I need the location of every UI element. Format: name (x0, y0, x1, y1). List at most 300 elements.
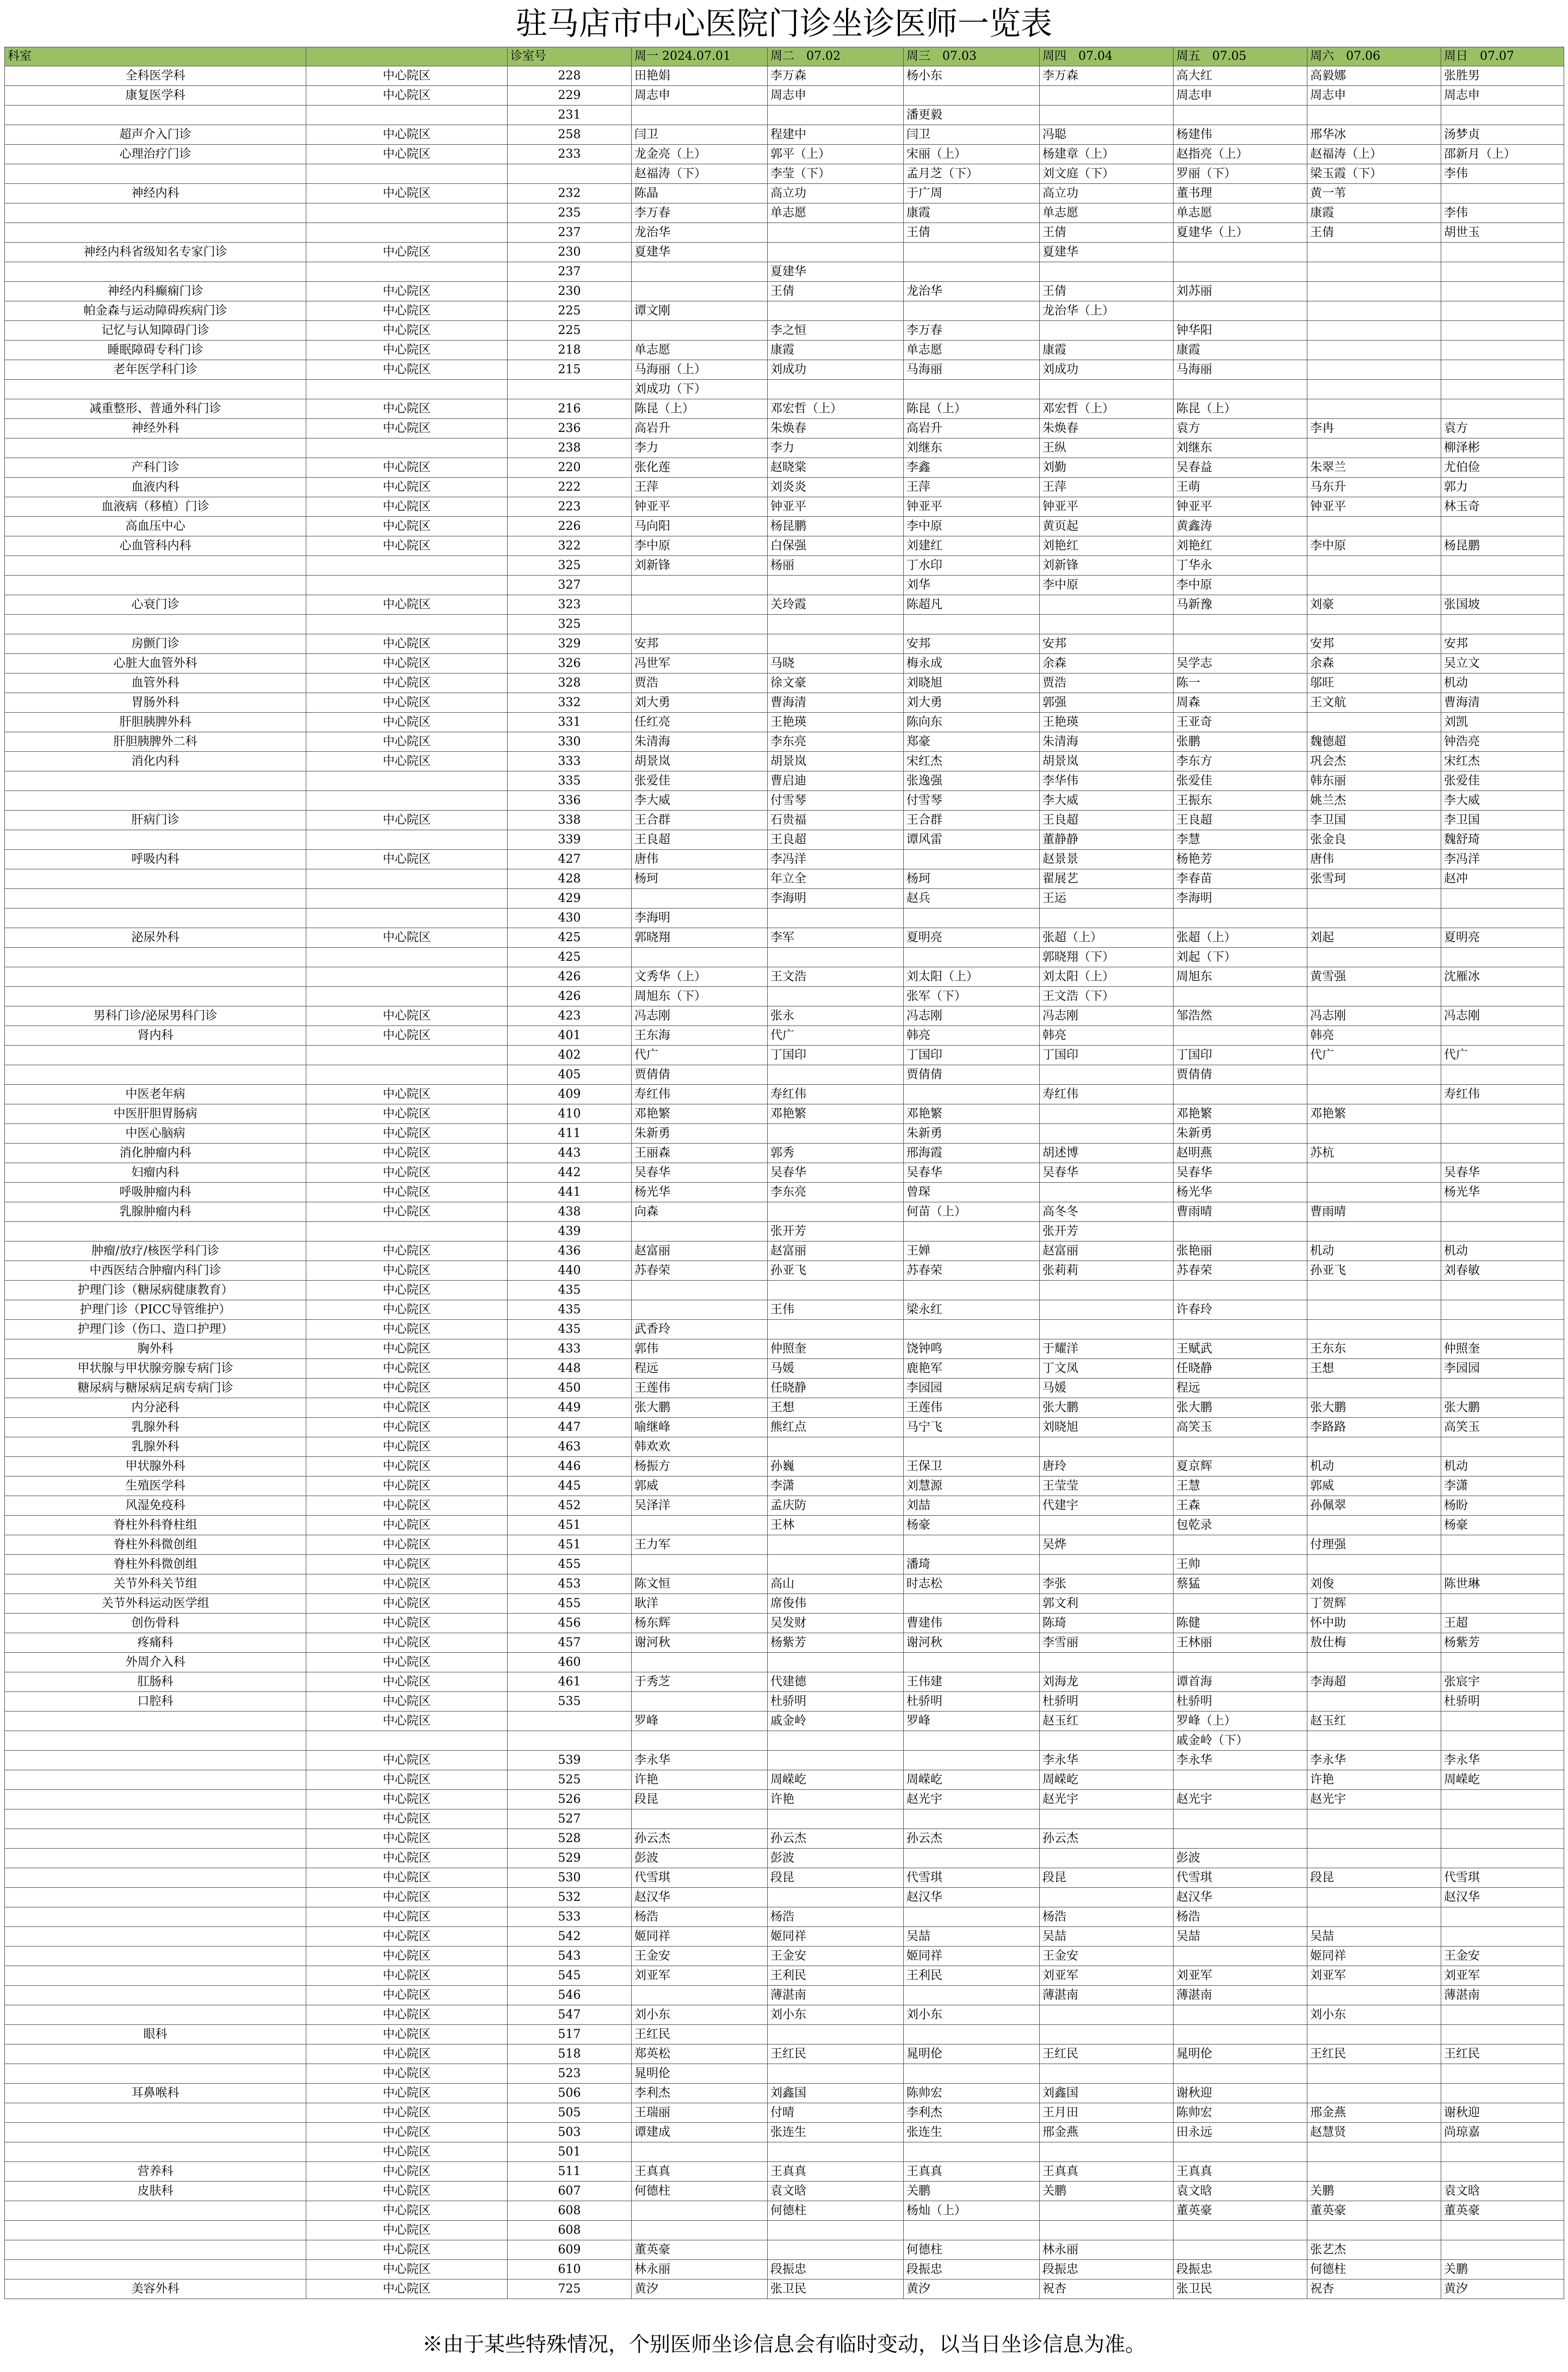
wed-cell: 晁明伦 (904, 2044, 1040, 2064)
mon-cell: 孙云杰 (632, 1829, 768, 1849)
thu-cell: 赵光宇 (1040, 1790, 1174, 1809)
fri-cell: 吴春益 (1174, 458, 1307, 478)
sun-cell: 张国坡 (1441, 595, 1564, 615)
area-cell: 中心院区 (306, 2240, 508, 2260)
sun-cell: 夏明亮 (1441, 928, 1564, 948)
sun-cell: 李永华 (1441, 1751, 1564, 1770)
tue-cell (768, 2142, 904, 2162)
room-cell: 451 (508, 1516, 632, 1535)
wed-cell (904, 850, 1040, 869)
dept-cell (5, 1927, 306, 1947)
sat-cell (1307, 1300, 1441, 1320)
mon-cell (632, 2221, 768, 2240)
wed-cell: 吴喆 (904, 1927, 1040, 1947)
sun-cell (1441, 282, 1564, 301)
room-cell: 401 (508, 1026, 632, 1046)
tue-cell: 张永 (768, 1006, 904, 1026)
thu-cell (1040, 1555, 1174, 1574)
wed-cell: 刘太阳（上） (904, 967, 1040, 987)
thu-cell (1040, 595, 1174, 615)
area-cell: 中心院区 (306, 2162, 508, 2182)
room-cell: 547 (508, 2005, 632, 2025)
fri-cell: 李永华 (1174, 1751, 1307, 1770)
table-row (5, 145, 1564, 164)
dept-cell: 创伤骨科 (5, 1614, 306, 1633)
fri-cell (1174, 987, 1307, 1006)
sun-cell: 董英豪 (1441, 2201, 1564, 2221)
sat-cell: 段昆 (1307, 1868, 1441, 1888)
sun-cell: 尤伯俭 (1441, 458, 1564, 478)
table-row (5, 634, 1564, 654)
tue-cell: 付雪琴 (768, 791, 904, 811)
wed-cell (904, 1085, 1040, 1104)
mon-cell: 安邦 (632, 634, 768, 654)
room-cell: 409 (508, 1085, 632, 1104)
room-cell: 451 (508, 1535, 632, 1555)
wed-cell: 杨小东 (904, 66, 1040, 86)
mon-cell: 赵福涛（下） (632, 164, 768, 184)
sat-cell: 黄雪强 (1307, 967, 1441, 987)
tue-cell: 李潇 (768, 1477, 904, 1496)
mon-cell: 赵富丽 (632, 1241, 768, 1261)
sat-cell (1307, 2025, 1441, 2044)
room-cell: 225 (508, 301, 632, 321)
table-row (5, 1829, 1564, 1849)
room-cell: 333 (508, 752, 632, 771)
dept-cell: 血液病（移植）门诊 (5, 497, 306, 517)
wed-cell: 鹿艳军 (904, 1359, 1040, 1379)
tue-cell: 李东亮 (768, 732, 904, 752)
table-row (5, 2182, 1564, 2201)
mon-cell: 周旭东（下） (632, 987, 768, 1006)
room-cell: 436 (508, 1241, 632, 1261)
sat-cell: 韩亮 (1307, 1026, 1441, 1046)
room-cell: 607 (508, 2182, 632, 2201)
dept-cell (5, 1907, 306, 1927)
wed-cell: 刘大勇 (904, 693, 1040, 713)
sat-cell (1307, 1516, 1441, 1535)
dept-cell (5, 106, 306, 125)
tue-cell: 曹启迪 (768, 771, 904, 791)
thu-cell: 王纵 (1040, 438, 1174, 458)
dept-cell (5, 948, 306, 967)
thu-cell: 翟展艺 (1040, 869, 1174, 889)
tue-cell: 刘小东 (768, 2005, 904, 2025)
thu-cell (1040, 380, 1174, 399)
sat-cell (1307, 1907, 1441, 1927)
room-cell: 438 (508, 1202, 632, 1222)
dept-cell (5, 380, 306, 399)
room-cell: 220 (508, 458, 632, 478)
fri-cell: 田永远 (1174, 2123, 1307, 2142)
wed-cell: 罗峰 (904, 1712, 1040, 1731)
sun-cell (1441, 1555, 1564, 1574)
thu-cell (1040, 1437, 1174, 1457)
sat-cell: 朱翠兰 (1307, 458, 1441, 478)
dept-cell: 护理门诊（糖尿病健康教育） (5, 1281, 306, 1300)
mon-cell (632, 1809, 768, 1829)
header-cell: 周一 2024.07.01 (632, 47, 768, 66)
sat-cell: 许艳 (1307, 1770, 1441, 1790)
table-row (5, 2123, 1564, 2142)
fri-cell (1174, 1085, 1307, 1104)
dept-cell (5, 1731, 306, 1751)
room-cell: 523 (508, 2064, 632, 2084)
table-row (5, 517, 1564, 536)
table-row (5, 458, 1564, 478)
room-cell: 446 (508, 1457, 632, 1477)
tue-cell: 郭秀 (768, 1144, 904, 1163)
table-row (5, 1300, 1564, 1320)
sun-cell: 王金安 (1441, 1947, 1564, 1966)
thu-cell (1040, 1888, 1174, 1907)
area-cell (306, 869, 508, 889)
mon-cell: 王瑞丽 (632, 2103, 768, 2123)
sun-cell (1441, 380, 1564, 399)
mon-cell: 唐伟 (632, 850, 768, 869)
dept-cell (5, 967, 306, 987)
sat-cell: 吴喆 (1307, 1927, 1441, 1947)
area-cell: 中心院区 (306, 1202, 508, 1222)
mon-cell: 王真真 (632, 2162, 768, 2182)
sat-cell: 董英豪 (1307, 2201, 1441, 2221)
wed-cell: 陈超凡 (904, 595, 1040, 615)
fri-cell (1174, 1437, 1307, 1457)
room-cell: 426 (508, 967, 632, 987)
table-row (5, 1672, 1564, 1692)
wed-cell (904, 948, 1040, 967)
sat-cell: 关鹏 (1307, 2182, 1441, 2201)
fri-cell: 李慧 (1174, 830, 1307, 850)
wed-cell: 马宁飞 (904, 1418, 1040, 1437)
sat-cell (1307, 556, 1441, 576)
area-cell: 中心院区 (306, 2182, 508, 2201)
table-row (5, 1359, 1564, 1379)
table-row (5, 2142, 1564, 2162)
room-cell: 608 (508, 2201, 632, 2221)
dept-cell: 护理门诊（PICC导管维护） (5, 1300, 306, 1320)
sat-cell (1307, 1829, 1441, 1849)
wed-cell: 于广周 (904, 184, 1040, 203)
wed-cell: 黄汐 (904, 2280, 1040, 2299)
wed-cell: 段振忠 (904, 2260, 1040, 2280)
sat-cell (1307, 380, 1441, 399)
thu-cell: 李永华 (1040, 1751, 1174, 1770)
area-cell: 中心院区 (306, 2044, 508, 2064)
thu-cell (1040, 1731, 1174, 1751)
mon-cell (632, 106, 768, 125)
sun-cell: 柳泽彬 (1441, 438, 1564, 458)
thu-cell (1040, 1516, 1174, 1535)
dept-cell: 皮肤科 (5, 2182, 306, 2201)
table-row (5, 1261, 1564, 1281)
sat-cell: 孙佩翠 (1307, 1496, 1441, 1516)
sat-cell (1307, 615, 1441, 634)
tue-cell: 孙云杰 (768, 1829, 904, 1849)
room-cell: 543 (508, 1947, 632, 1966)
area-cell: 中心院区 (306, 1692, 508, 1712)
room-cell: 226 (508, 517, 632, 536)
sun-cell (1441, 517, 1564, 536)
tue-cell: 夏建华 (768, 262, 904, 282)
mon-cell: 王良超 (632, 830, 768, 850)
wed-cell: 钟亚平 (904, 497, 1040, 517)
dept-cell: 肝胆胰脾外二科 (5, 732, 306, 752)
area-cell: 中心院区 (306, 1183, 508, 1202)
table-row (5, 2260, 1564, 2280)
sat-cell (1307, 321, 1441, 341)
tue-cell: 李冯洋 (768, 850, 904, 869)
dept-cell: 风湿免疫科 (5, 1496, 306, 1516)
room-cell: 505 (508, 2103, 632, 2123)
sat-cell (1307, 341, 1441, 360)
area-cell: 中心院区 (306, 1261, 508, 1281)
tue-cell: 杨丽 (768, 556, 904, 576)
tue-cell: 吴发财 (768, 1614, 904, 1633)
sat-cell (1307, 1555, 1441, 1574)
mon-cell: 杨振方 (632, 1457, 768, 1477)
tue-cell: 王文浩 (768, 967, 904, 987)
room-cell: 237 (508, 223, 632, 243)
sun-cell: 杜骄明 (1441, 1692, 1564, 1712)
mon-cell: 姬同祥 (632, 1927, 768, 1947)
sat-cell (1307, 1320, 1441, 1339)
sun-cell: 杨豪 (1441, 1516, 1564, 1535)
mon-cell (632, 1986, 768, 2005)
wed-cell (904, 1653, 1040, 1672)
table-row (5, 321, 1564, 341)
thu-cell: 张超（上） (1040, 928, 1174, 948)
schedule-table (4, 47, 1564, 2299)
dept-cell (5, 2103, 306, 2123)
fri-cell: 戚金岭（下） (1174, 1731, 1307, 1751)
sun-cell: 谢秋迎 (1441, 2103, 1564, 2123)
table-row (5, 2005, 1564, 2025)
tue-cell: 李海明 (768, 889, 904, 909)
sun-cell: 曹海清 (1441, 693, 1564, 713)
tue-cell (768, 576, 904, 595)
dept-cell (5, 576, 306, 595)
sun-cell (1441, 1829, 1564, 1849)
dept-cell: 乳腺外科 (5, 1437, 306, 1457)
fri-cell (1174, 1594, 1307, 1614)
tue-cell: 马媛 (768, 1359, 904, 1379)
sun-cell: 周嵘屹 (1441, 1770, 1564, 1790)
area-cell: 中心院区 (306, 1124, 508, 1144)
sun-cell: 李伟 (1441, 203, 1564, 223)
area-cell (306, 164, 508, 184)
thu-cell (1040, 615, 1174, 634)
sat-cell: 余森 (1307, 654, 1441, 674)
dept-cell: 呼吸肿瘤内科 (5, 1183, 306, 1202)
area-cell (306, 889, 508, 909)
wed-cell (904, 2221, 1040, 2240)
tue-cell: 许艳 (768, 1790, 904, 1809)
tue-cell: 刘鑫国 (768, 2084, 904, 2103)
thu-cell: 王月田 (1040, 2103, 1174, 2123)
tue-cell (768, 987, 904, 1006)
thu-cell: 段振忠 (1040, 2260, 1174, 2280)
dept-cell: 内分泌科 (5, 1398, 306, 1418)
tue-cell: 王倩 (768, 282, 904, 301)
fri-cell (1174, 1320, 1307, 1339)
room-cell: 236 (508, 419, 632, 438)
area-cell (306, 556, 508, 576)
fri-cell: 陈帅宏 (1174, 2103, 1307, 2123)
sat-cell: 王文航 (1307, 693, 1441, 713)
area-cell: 中心院区 (306, 1320, 508, 1339)
sun-cell: 陈世琳 (1441, 1574, 1564, 1594)
room-cell: 338 (508, 811, 632, 830)
table-row (5, 1770, 1564, 1790)
room-cell: 237 (508, 262, 632, 282)
wed-cell: 邢海霞 (904, 1144, 1040, 1163)
area-cell: 中心院区 (306, 1496, 508, 1516)
sun-cell: 李园园 (1441, 1359, 1564, 1379)
table-row (5, 1692, 1564, 1712)
sun-cell (1441, 1790, 1564, 1809)
table-row (5, 2064, 1564, 2084)
tue-cell: 刘炎炎 (768, 478, 904, 497)
room-cell (508, 380, 632, 399)
sat-cell: 刘起 (1307, 928, 1441, 948)
area-cell: 中心院区 (306, 1163, 508, 1183)
room-cell: 325 (508, 556, 632, 576)
fri-cell (1174, 380, 1307, 399)
sat-cell: 黄一苇 (1307, 184, 1441, 203)
wed-cell: 杨灿（上） (904, 2201, 1040, 2221)
tue-cell: 关玲霞 (768, 595, 904, 615)
sat-cell (1307, 1085, 1441, 1104)
thu-cell: 高立功 (1040, 184, 1174, 203)
mon-cell: 韩欢欢 (632, 1437, 768, 1457)
tue-cell: 赵晓棠 (768, 458, 904, 478)
fri-cell: 王振东 (1174, 791, 1307, 811)
dept-cell: 睡眠障碍专科门诊 (5, 341, 306, 360)
fri-cell (1174, 1829, 1307, 1849)
thu-cell: 张莉莉 (1040, 1261, 1174, 1281)
dept-cell (5, 1868, 306, 1888)
table-row (5, 497, 1564, 517)
table-row (5, 419, 1564, 438)
dept-cell (5, 2005, 306, 2025)
room-cell: 501 (508, 2142, 632, 2162)
table-row (5, 1104, 1564, 1124)
wed-cell: 李鑫 (904, 458, 1040, 478)
sun-cell: 张宸宇 (1441, 1672, 1564, 1692)
thu-cell: 刘文庭（下） (1040, 164, 1174, 184)
thu-cell (1040, 2064, 1174, 2084)
mon-cell (632, 1300, 768, 1320)
room-cell: 232 (508, 184, 632, 203)
room-cell: 530 (508, 1868, 632, 1888)
dept-cell: 心脏大血管外科 (5, 654, 306, 674)
sat-cell: 敖仕梅 (1307, 1633, 1441, 1653)
dept-cell (5, 2221, 306, 2240)
table-row (5, 1986, 1564, 2005)
sat-cell: 张艺杰 (1307, 2240, 1441, 2260)
mon-cell: 胡景岚 (632, 752, 768, 771)
fri-cell: 罗峰（上） (1174, 1712, 1307, 1731)
room-cell: 528 (508, 1829, 632, 1849)
thu-cell: 陈琦 (1040, 1614, 1174, 1633)
table-row (5, 1751, 1564, 1770)
dept-cell: 高血压中心 (5, 517, 306, 536)
thu-cell (1040, 262, 1174, 282)
mon-cell (632, 2142, 768, 2162)
room-cell: 238 (508, 438, 632, 458)
area-cell: 中心院区 (306, 928, 508, 948)
wed-cell: 时志松 (904, 1574, 1040, 1594)
table-row (5, 1183, 1564, 1202)
sat-cell (1307, 1437, 1441, 1457)
sun-cell (1441, 2064, 1564, 2084)
area-cell: 中心院区 (306, 1574, 508, 1594)
dept-cell (5, 223, 306, 243)
mon-cell: 田艳娟 (632, 66, 768, 86)
wed-cell: 何德柱 (904, 2240, 1040, 2260)
wed-cell: 何苗（上） (904, 1202, 1040, 1222)
wed-cell: 马海丽 (904, 360, 1040, 380)
dept-cell (5, 1712, 306, 1731)
mon-cell: 董英豪 (632, 2240, 768, 2260)
table-row (5, 2240, 1564, 2260)
table-row (5, 1633, 1564, 1653)
table-row (5, 2084, 1564, 2103)
room-cell: 511 (508, 2162, 632, 2182)
area-cell: 中心院区 (306, 1809, 508, 1829)
room-cell: 428 (508, 869, 632, 889)
sat-cell (1307, 1163, 1441, 1183)
area-cell: 中心院区 (306, 811, 508, 830)
thu-cell: 王艳瑛 (1040, 713, 1174, 732)
area-cell: 中心院区 (306, 1986, 508, 2005)
fri-cell: 段振忠 (1174, 2260, 1307, 2280)
dept-cell (5, 2123, 306, 2142)
thu-cell: 刘太阳（上） (1040, 967, 1174, 987)
sun-cell: 仲照奎 (1441, 1339, 1564, 1359)
sat-cell: 周志申 (1307, 86, 1441, 106)
dept-cell (5, 889, 306, 909)
mon-cell: 黄汐 (632, 2280, 768, 2299)
room-cell: 325 (508, 615, 632, 634)
wed-cell: 周嵘屹 (904, 1770, 1040, 1790)
wed-cell: 丁国印 (904, 1046, 1040, 1065)
area-cell: 中心院区 (306, 2103, 508, 2123)
header-cell: 周二 07.02 (768, 47, 904, 66)
thu-cell: 郭晓翔（下） (1040, 948, 1174, 967)
dept-cell (5, 909, 306, 928)
area-cell: 中心院区 (306, 2084, 508, 2103)
fri-cell: 邓艳繁 (1174, 1104, 1307, 1124)
tue-cell: 任晓静 (768, 1379, 904, 1398)
mon-cell: 张大鹏 (632, 1398, 768, 1418)
dept-cell: 肝病门诊 (5, 811, 306, 830)
dept-cell (5, 438, 306, 458)
fri-cell: 刘起（下） (1174, 948, 1307, 967)
sat-cell: 王想 (1307, 1359, 1441, 1379)
thu-cell: 刘艳红 (1040, 536, 1174, 556)
room-cell: 442 (508, 1163, 632, 1183)
tue-cell: 戚金岭 (768, 1712, 904, 1731)
tue-cell (768, 634, 904, 654)
table-row (5, 713, 1564, 732)
tue-cell: 李东亮 (768, 1183, 904, 1202)
sat-cell: 梁玉霞（下） (1307, 164, 1441, 184)
sat-cell: 李路路 (1307, 1418, 1441, 1437)
sat-cell (1307, 2221, 1441, 2240)
dept-cell: 脊柱外科脊柱组 (5, 1516, 306, 1535)
